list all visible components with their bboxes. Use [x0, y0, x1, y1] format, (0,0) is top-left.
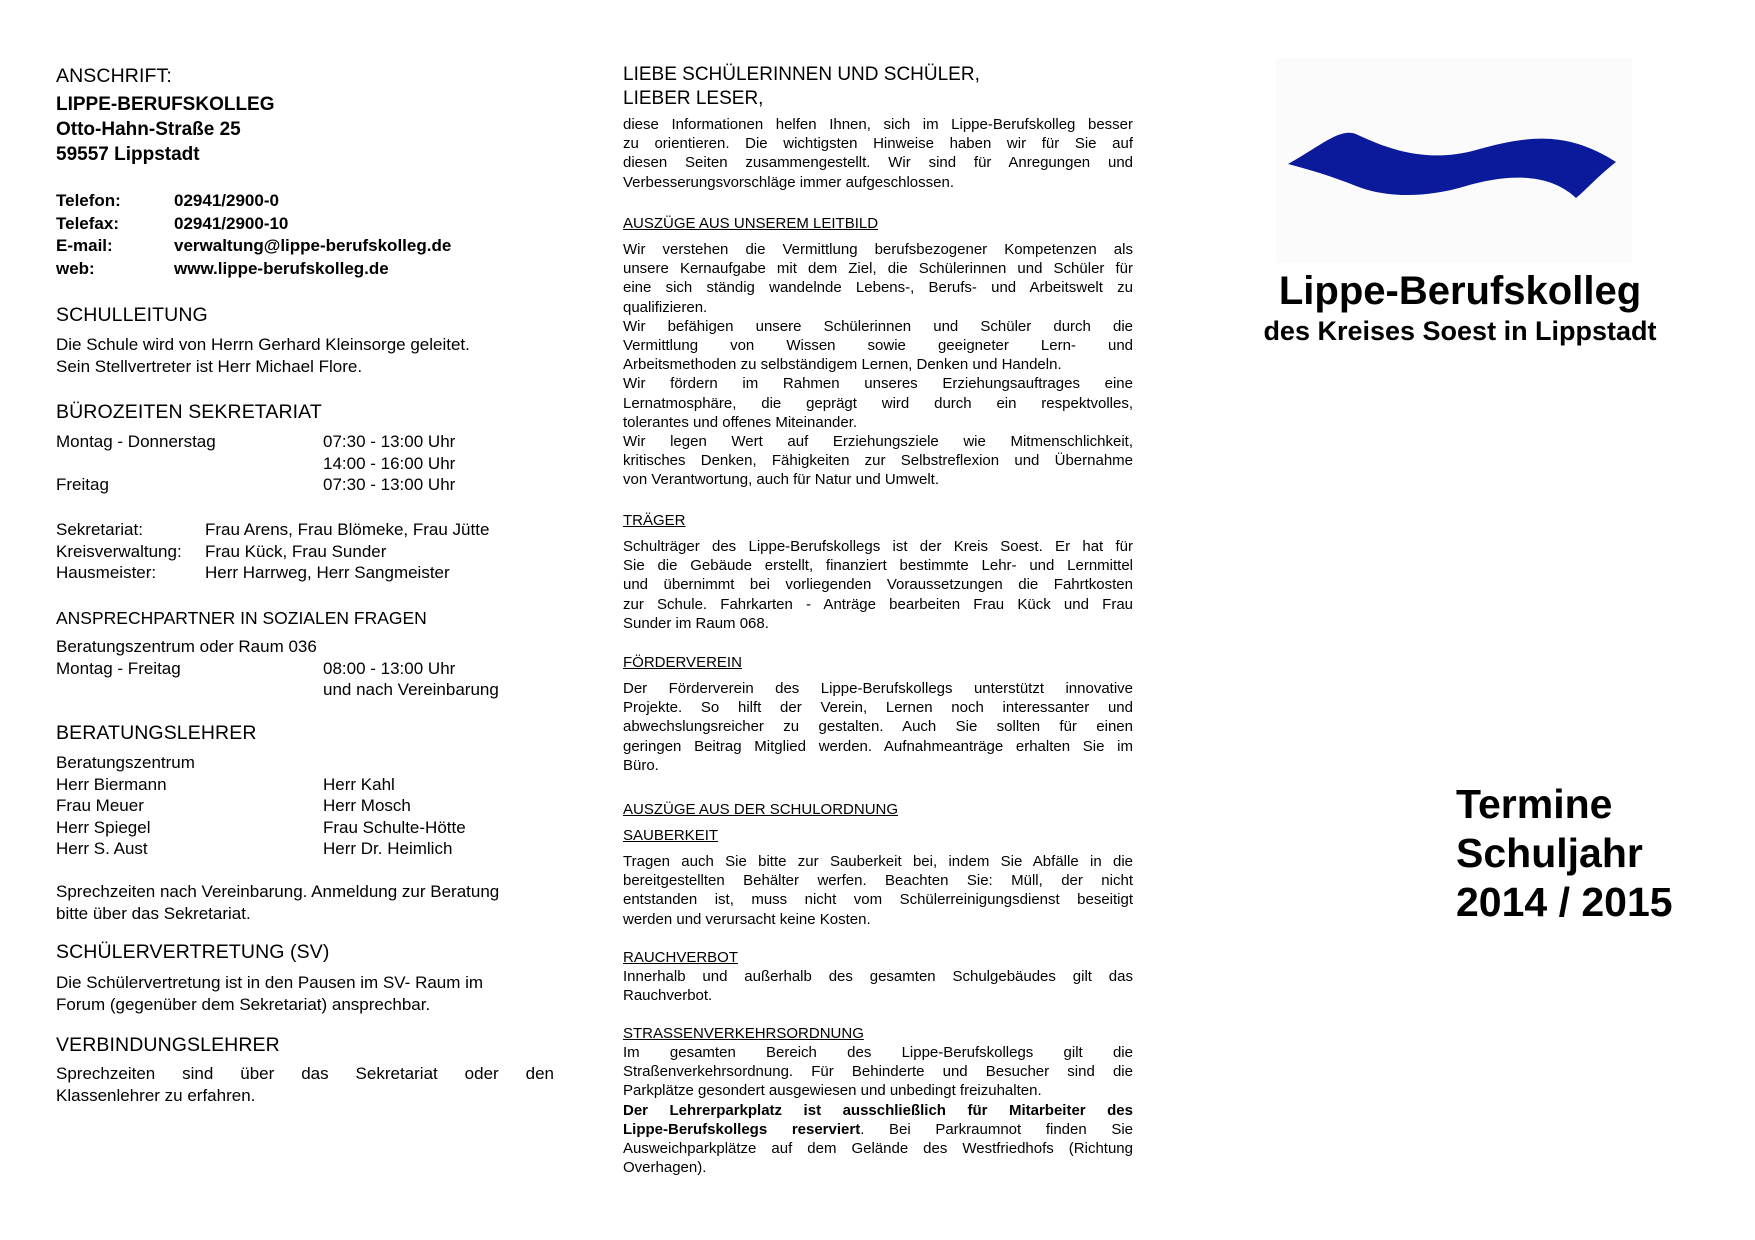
- text-line: eine sich ständig wandelnde Lebens-, Berufs- und Arbeitswelt zu: [623, 279, 1133, 297]
- beratung-note: bitte über das Sekretariat.: [56, 903, 251, 923]
- schulleitung-line: Sein Stellvertreter ist Herr Michael Flore.: [56, 356, 363, 376]
- buerozeiten-heading: BÜROZEITEN SEKRETARIAT: [56, 401, 322, 423]
- text-line: Tragen auch Sie bitte zur Sauberkeit bei, indem Sie Abfälle in die: [623, 853, 1133, 870]
- verbindung-line: Sprechzeiten sind über das Sekretariat oder den: [56, 1064, 554, 1083]
- contact-label: web:: [56, 258, 95, 278]
- teacher-name: Frau Schulte-Hötte: [323, 817, 466, 837]
- text-line: tolerantes und offenes Miteinander.: [623, 413, 858, 431]
- schulordnung-heading: AUSZÜGE AUS DER SCHULORDNUNG: [623, 801, 899, 818]
- text-line: abwechslungsreicher zu gestalten. Auch Sie sollten für einen: [623, 718, 1133, 736]
- city: 59557 Lippstadt: [56, 144, 200, 165]
- text-line: diesen Seiten zusammengestellt. Wir sind für Anregungen und: [623, 154, 1133, 172]
- text-line: Verbesserungsvorschläge immer aufgeschlossen.: [623, 173, 955, 191]
- beratung-heading: BERATUNGSLEHRER: [56, 722, 257, 744]
- sozial-line: Beratungszentrum oder Raum 036: [56, 637, 317, 656]
- sauberkeit-paragraph: [623, 852, 1133, 929]
- wave-logo-icon: [1276, 58, 1632, 263]
- text-line: Im gesamten Bereich des Lippe-Berufskollegs gilt die: [623, 1044, 1133, 1061]
- intro-heading: LIEBE SCHÜLERINNEN UND SCHÜLER,: [623, 64, 980, 85]
- teacher-name: Herr Dr. Heimlich: [323, 839, 453, 858]
- text-line: zu orientieren. Die wichtigsten Hinweise haben wir für Sie auf: [623, 135, 1133, 153]
- verbindung-heading: VERBINDUNGSLEHRER: [56, 1034, 280, 1056]
- sozial-extra: und nach Vereinbarung: [323, 680, 499, 699]
- text-line: Sunder im Raum 068.: [623, 614, 769, 632]
- sozial-heading: ANSPRECHPARTNER IN SOZIALEN FRAGEN: [56, 608, 427, 628]
- street: Otto-Hahn-Straße 25: [56, 119, 241, 140]
- text-line-bold: Der Lehrerparkplatz ist ausschließlich für Mitarbeiter des: [623, 1101, 1133, 1119]
- staff-names: Herr Harrweg, Herr Sangmeister: [205, 563, 450, 582]
- schulleitung-heading: SCHULLEITUNG: [56, 304, 208, 326]
- foerderverein-heading: FÖRDERVEREIN: [623, 654, 742, 671]
- sv-line: Forum (gegenüber dem Sekretariat) ansprechbar.: [56, 994, 431, 1014]
- verbindung-line: Klassenlehrer zu erfahren.: [56, 1085, 256, 1105]
- text-line: bereitgestellten Behälter werfen. Beachten Sie: Müll, der nicht: [623, 872, 1133, 890]
- intro-heading: LIEBER LESER,: [623, 87, 764, 109]
- contact-fax: [56, 213, 451, 236]
- text-line: qualifizieren.: [623, 298, 708, 316]
- text-line: Lernatmosphäre, die geprägt wird durch ein respektvolles,: [623, 394, 1133, 412]
- text-line: von Verantwortung, auch für Natur und Umwelt.: [623, 471, 939, 489]
- text-line: Schulträger des Lippe-Berufskollegs ist der Kreis Soest. Er hat für: [623, 538, 1133, 555]
- text-line: Innerhalb und außerhalb des gesamten Schulgebäudes gilt das: [623, 968, 1133, 985]
- contact-value: www.lippe-berufskolleg.de: [174, 258, 389, 278]
- teacher-name: Herr Biermann: [56, 774, 167, 794]
- text-line: zur Schule. Fahrkarten - Anträge bearbeiten Frau Kück und Frau: [623, 595, 1133, 613]
- office-time: 07:30 - 13:00 Uhr: [323, 475, 456, 494]
- contact-list: [56, 190, 451, 280]
- rauchverbot-paragraph: [623, 967, 1133, 1005]
- text-line: Wir fördern im Rahmen unseres Erziehungsauftrages eine: [623, 375, 1133, 393]
- rauchverbot-heading: RAUCHVERBOT: [623, 949, 739, 966]
- sauberkeit-heading: SAUBERKEIT: [623, 827, 719, 844]
- teacher-name: Frau Meuer: [56, 796, 144, 815]
- staff-role: Kreisverwaltung:: [56, 541, 182, 561]
- text-line: Arbeitsmethoden zu selbständigem Lernen, Denken und Handeln.: [623, 356, 1062, 374]
- parking-reserved-text: Lippe-Berufskollegs reserviert: [623, 1120, 861, 1138]
- staff-role: Hausmeister:: [56, 563, 157, 582]
- contact-value: verwaltung@lippe-berufskolleg.de: [174, 236, 452, 255]
- school-year: 2014 / 2015: [1456, 879, 1673, 925]
- teacher-name: Herr Kahl: [323, 774, 395, 794]
- text-line: diese Informationen helfen Ihnen, sich im Lippe-Berufskolleg besser: [623, 116, 1133, 133]
- address-heading: ANSCHRIFT:: [56, 65, 172, 87]
- text-line: kritisches Denken, Fähigkeiten zur Selbstreflexion und Übernahme: [623, 452, 1133, 470]
- staff-names: Frau Arens, Frau Blömeke, Frau Jütte: [205, 520, 490, 539]
- school-name-address: LIPPE-BERUFSKOLLEG: [56, 94, 275, 115]
- text-line: Der Förderverein des Lippe-Berufskollegs unterstützt innovative: [623, 680, 1133, 697]
- text-line: und übernimmt bei vorliegenden Voraussetzungen die Fahrtkosten: [623, 576, 1133, 594]
- stvo-paragraph: [623, 1043, 1133, 1177]
- text-line: Rauchverbot.: [623, 987, 713, 1005]
- leitbild-heading: AUSZÜGE AUS UNSEREM LEITBILD: [623, 215, 879, 232]
- contact-value: 02941/2900-10: [174, 213, 289, 233]
- foerderverein-paragraph: [623, 679, 1133, 775]
- text-line: Wir legen Wert auf Erziehungsziele wie Mitmenschlichkeit,: [623, 433, 1133, 451]
- text-line: Parkplätze gesondert ausgewiesen und unbedingt freizuhalten.: [623, 1082, 1042, 1100]
- staff-role: Sekretariat:: [56, 520, 143, 539]
- sv-heading: SCHÜLERVERTRETUNG (SV): [56, 941, 330, 963]
- text-line: unsere Kernaufgabe mit dem Ziel, die Schülerinnen und Schüler für: [623, 260, 1133, 278]
- contact-phone: [56, 190, 451, 213]
- office-day: Montag - Donnerstag: [56, 432, 216, 451]
- text-line: Büro.: [623, 756, 659, 774]
- stvo-heading: STRASSENVERKEHRSORDNUNG: [623, 1025, 864, 1042]
- text-line: Ausweichparkplätze auf dem Gelände des Westfriedhofs (Richtung: [623, 1140, 1133, 1158]
- leitbild-paragraph: [623, 240, 1133, 490]
- intro-paragraph: [623, 115, 1133, 192]
- contact-email: [56, 235, 451, 258]
- traeger-paragraph: [623, 537, 1133, 633]
- text-line: Wir befähigen unsere Schülerinnen und Schüler durch die: [623, 317, 1133, 335]
- sozial-day: Montag - Freitag: [56, 658, 181, 678]
- teacher-name: Herr Mosch: [323, 796, 411, 815]
- text-line: werden und verursacht keine Kosten.: [623, 910, 871, 928]
- school-subtitle: des Kreises Soest in Lippstadt: [1263, 316, 1657, 346]
- teacher-name: Herr Spiegel: [56, 817, 151, 837]
- text-line: Overhagen).: [623, 1159, 707, 1177]
- text-line-mixed: [623, 1120, 1133, 1139]
- office-time: 14:00 - 16:00 Uhr: [323, 453, 456, 473]
- teacher-name: Herr S. Aust: [56, 839, 148, 858]
- text-line: geringen Beitrag Mitglied werden. Aufnahmeanträge erhalten Sie im: [623, 737, 1133, 755]
- contact-label: Telefon:: [56, 191, 121, 210]
- schulleitung-line: Die Schule wird von Herrn Gerhard Kleinsorge geleitet.: [56, 335, 470, 354]
- contact-label: E-mail:: [56, 236, 113, 255]
- text-line: entstanden ist, muss nicht vom Schülerreinigungsdienst beseitigt: [623, 891, 1133, 909]
- text-line: Sie die Gebäude erstellt, finanziert bestimmte Lehr- und Lernmittel: [623, 557, 1133, 575]
- beratung-sub: Beratungszentrum: [56, 753, 195, 772]
- office-day: Freitag: [56, 475, 109, 494]
- sozial-time: 08:00 - 13:00 Uhr: [323, 658, 456, 678]
- office-time: 07:30 - 13:00 Uhr: [323, 432, 456, 451]
- text-line: Wir verstehen die Vermittlung berufsbezogener Kompetenzen als: [623, 241, 1133, 258]
- contact-value: 02941/2900-0: [174, 191, 279, 210]
- contact-web: [56, 258, 451, 281]
- staff-names: Frau Kück, Frau Sunder: [205, 541, 387, 561]
- parking-note-text: . Bei Parkraumnot finden Sie: [860, 1120, 1134, 1138]
- sv-line: Die Schülervertretung ist in den Pausen im SV- Raum im: [56, 973, 484, 992]
- termine-title: Termine: [1456, 781, 1613, 827]
- school-logo: [1276, 58, 1632, 263]
- text-line: Straßenverkehrsordnung. Für Behinderte und Besucher sind die: [623, 1063, 1133, 1081]
- traeger-heading: TRÄGER: [623, 512, 686, 529]
- contact-label: Telefax:: [56, 213, 119, 233]
- schuljahr-title: Schuljahr: [1456, 830, 1643, 876]
- beratung-note: Sprechzeiten nach Vereinbarung. Anmeldung zur Beratung: [56, 882, 500, 901]
- school-title: Lippe-Berufskolleg: [1278, 269, 1642, 313]
- text-line: Vermittlung von Wissen sowie geeigneter Lern- und: [623, 337, 1133, 355]
- text-line: Projekte. So hilft der Verein, Lernen noch interessanter und: [623, 699, 1133, 717]
